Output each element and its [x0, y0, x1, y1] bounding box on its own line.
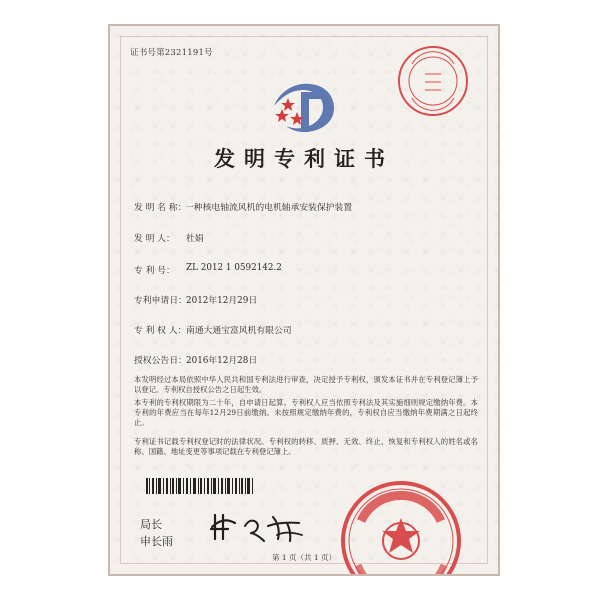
body-paragraph-1: 本发明经过本局依照中华人民共和国专利法进行审查，决定授予专利权，颁发本证书并在专利登记簿上予以登记。专利权自授权公告之日起生效。 — [134, 375, 478, 395]
filing-date-value: 2012年12月29日 — [186, 296, 258, 306]
patent-office-logo — [260, 70, 344, 140]
barcode — [146, 478, 254, 494]
director-label: 局长 — [140, 519, 162, 531]
certificate-title: 发明专利证书 — [214, 146, 394, 171]
body-paragraph-2: 本专利的专利权期限为二十年，自申请日起算。专利权人应当依照专利法及其实施细则规定缴纳年费。本专利的年费应当在每年12月29日前缴纳。未按照规定缴纳年费的，专利权自应当缴纳年费期满之日起终止。 — [134, 398, 478, 428]
patentee-label: 专 利 权 人： — [134, 326, 187, 336]
director-name: 申长雨 — [140, 536, 173, 548]
body-paragraph-3: 专利证书记载专利权登记时的法律状况。专利权的转移、质押、无效、终止、恢复和专利权人的姓名或名称、国籍、地址变更等事项记载在专利登记簿上。 — [134, 437, 478, 457]
patent-number-value: ZL 2012 1 0592142.2 — [186, 263, 282, 273]
director-signature — [204, 505, 314, 547]
inventor-value: 杜娟 — [186, 234, 204, 244]
patentee-value: 南通大通宝富风机有限公司 — [186, 326, 292, 336]
authorization-date-value: 2016年12月28日 — [186, 356, 258, 366]
page-footer: 第 1 页（共 1 页） — [271, 553, 337, 562]
patent-certificate — [108, 24, 500, 586]
authorization-date-label: 授权公告日： — [134, 356, 187, 366]
top-stamp — [396, 44, 470, 118]
invention-name-value: 一种核电轴流风机的电机轴承安装保护装置 — [185, 203, 353, 213]
inventor-label: 发 明 人： — [134, 234, 175, 244]
invention-name-label: 发 明 名 称： — [134, 203, 187, 213]
certificate-number: 证书号第2321191号 — [130, 48, 213, 58]
official-seal: 2016 年 12 月 28 日 — [338, 478, 464, 576]
patent-number-label: 专 利 号： — [134, 266, 175, 276]
filing-date-label: 专利申请日： — [134, 296, 187, 306]
